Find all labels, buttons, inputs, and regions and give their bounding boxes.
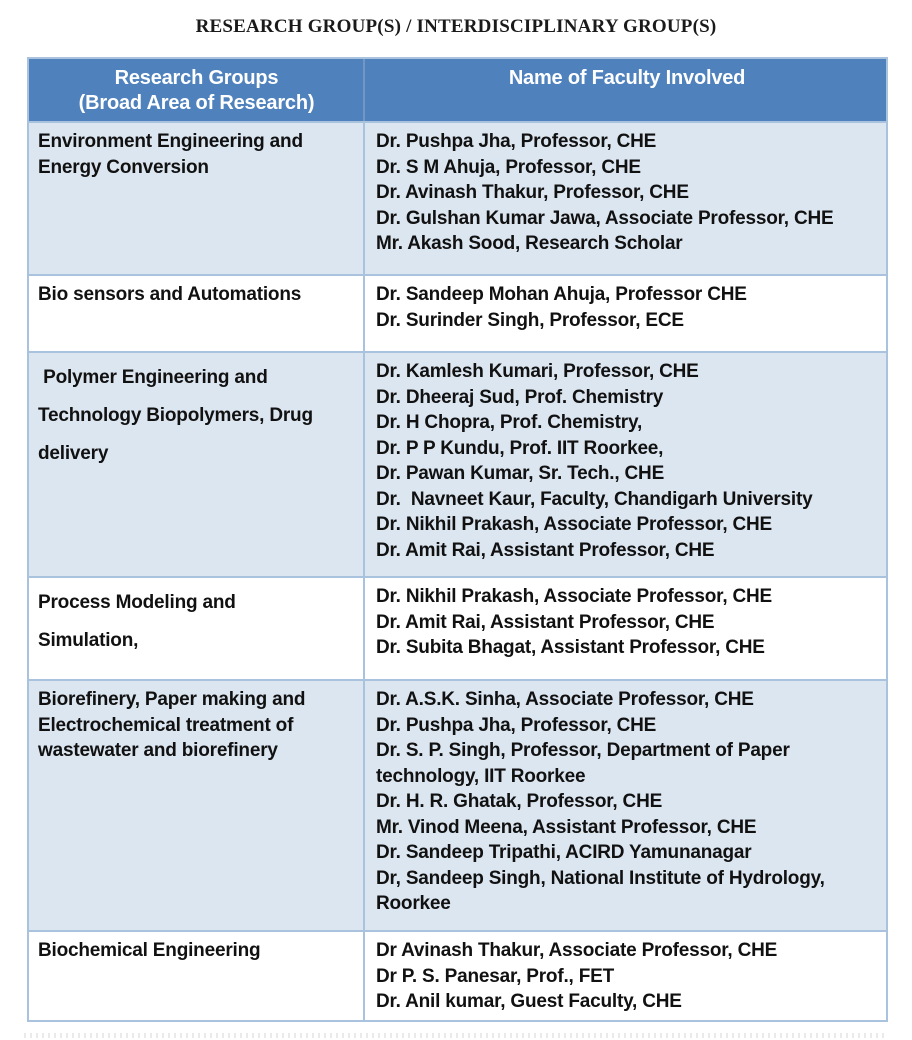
table-row — [29, 576, 886, 679]
page-bottom-artifact — [24, 1033, 888, 1038]
faculty-line: Dr. Dheeraj Sud, Prof. Chemistry — [376, 386, 664, 408]
research-group-cell — [29, 353, 365, 576]
faculty-line: Dr Avinash Thakur, Associate Professor, CHE — [376, 940, 778, 961]
research-group-cell — [29, 932, 365, 1020]
table-body — [29, 121, 886, 1020]
faculty-line: Mr. Vinod Meena, Assistant Professor, CHE — [376, 816, 757, 838]
table-header-row — [29, 59, 886, 121]
faculty-line: Dr. Gulshan Kumar Jawa, Associate Professor, CHE — [376, 207, 834, 229]
research-group-cell — [29, 578, 365, 679]
research-group-line: Environment Engineering and — [38, 131, 303, 152]
research-group-cell — [29, 123, 365, 274]
faculty-line: Dr. Sandeep Mohan Ahuja, Professor CHE — [376, 284, 747, 305]
page-title: RESEARCH GROUP(S) / INTERDISCIPLINARY GROUP(S) — [195, 16, 717, 37]
column-header-line: Name of Faculty Involved — [508, 67, 746, 89]
research-group-cell — [29, 276, 365, 351]
research-groups-table — [27, 57, 888, 1022]
research-group-line: Technology Biopolymers, Drug — [38, 405, 313, 426]
faculty-line: Dr. P P Kundu, Prof. IIT Roorkee, — [376, 437, 664, 459]
faculty-line: Dr. S M Ahuja, Professor, CHE — [376, 156, 641, 178]
column-header-faculty — [365, 59, 886, 121]
faculty-line: Dr. Navneet Kaur, Faculty, Chandigarh University — [376, 488, 813, 510]
faculty-line: Dr. H. R. Ghatak, Professor, CHE — [376, 791, 663, 812]
faculty-line: Dr. A.S.K. Sinha, Associate Professor, CHE — [376, 689, 754, 710]
column-header-line: (Broad Area of Research) — [78, 92, 315, 114]
faculty-line: Dr. Avinash Thakur, Professor, CHE — [376, 182, 689, 203]
faculty-line: Dr. Amit Rai, Assistant Professor, CHE — [376, 539, 715, 561]
faculty-line: Dr. Amit Rai, Assistant Professor, CHE — [376, 611, 715, 633]
faculty-cell — [365, 276, 886, 351]
faculty-line: Dr. Nikhil Prakash, Associate Professor, CHE — [376, 586, 772, 607]
faculty-cell — [365, 932, 886, 1020]
research-group-line: Bio sensors and Automations — [38, 284, 302, 305]
faculty-cell — [365, 123, 886, 274]
faculty-line: Dr. H Chopra, Prof. Chemistry, — [376, 412, 643, 433]
research-group-line: Biorefinery, Paper making and — [38, 689, 306, 710]
faculty-line: Dr. Pawan Kumar, Sr. Tech., CHE — [376, 463, 665, 484]
faculty-line: Dr. Subita Bhagat, Assistant Professor, CHE — [376, 637, 765, 658]
document-page — [0, 16, 912, 1038]
faculty-line: Dr. Anil kumar, Guest Faculty, CHE — [376, 991, 682, 1012]
faculty-cell — [365, 681, 886, 930]
faculty-cell — [365, 578, 886, 679]
faculty-line: Dr P. S. Panesar, Prof., FET — [376, 965, 614, 987]
research-group-line: delivery — [38, 443, 109, 464]
table-row — [29, 930, 886, 1020]
column-header-line: Research Groups — [114, 67, 279, 89]
table-row — [29, 121, 886, 274]
faculty-cell — [365, 353, 886, 576]
research-group-line: Simulation, — [38, 630, 139, 651]
faculty-line: Mr. Akash Sood, Research Scholar — [376, 233, 683, 254]
research-group-line: Polymer Engineering and — [38, 367, 268, 388]
table-row — [29, 351, 886, 576]
faculty-line: Dr. Sandeep Tripathi, ACIRD Yamunanagar — [376, 842, 752, 863]
research-group-line: Electrochemical treatment of — [38, 714, 294, 736]
faculty-line: Dr. Kamlesh Kumari, Professor, CHE — [376, 361, 699, 382]
faculty-line: Dr. Pushpa Jha, Professor, CHE — [376, 131, 657, 152]
research-group-line: Biochemical Engineering — [38, 940, 261, 961]
faculty-line: Dr. S. P. Singh, Professor, Department of Paper technology, IIT Roorkee — [376, 740, 795, 787]
faculty-line: Dr, Sandeep Singh, National Institute of Hydrology, Roorkee — [376, 867, 830, 914]
column-header-research-groups — [29, 59, 365, 121]
research-group-cell — [29, 681, 365, 930]
faculty-line: Dr. Pushpa Jha, Professor, CHE — [376, 714, 657, 736]
research-group-line: wastewater and biorefinery — [38, 740, 278, 761]
table-row — [29, 274, 886, 351]
faculty-line: Dr. Surinder Singh, Professor, ECE — [376, 309, 684, 331]
research-group-line: Process Modeling and — [38, 592, 236, 613]
faculty-line: Dr. Nikhil Prakash, Associate Professor, CHE — [376, 514, 772, 535]
research-group-line: Energy Conversion — [38, 156, 209, 178]
table-row — [29, 679, 886, 930]
